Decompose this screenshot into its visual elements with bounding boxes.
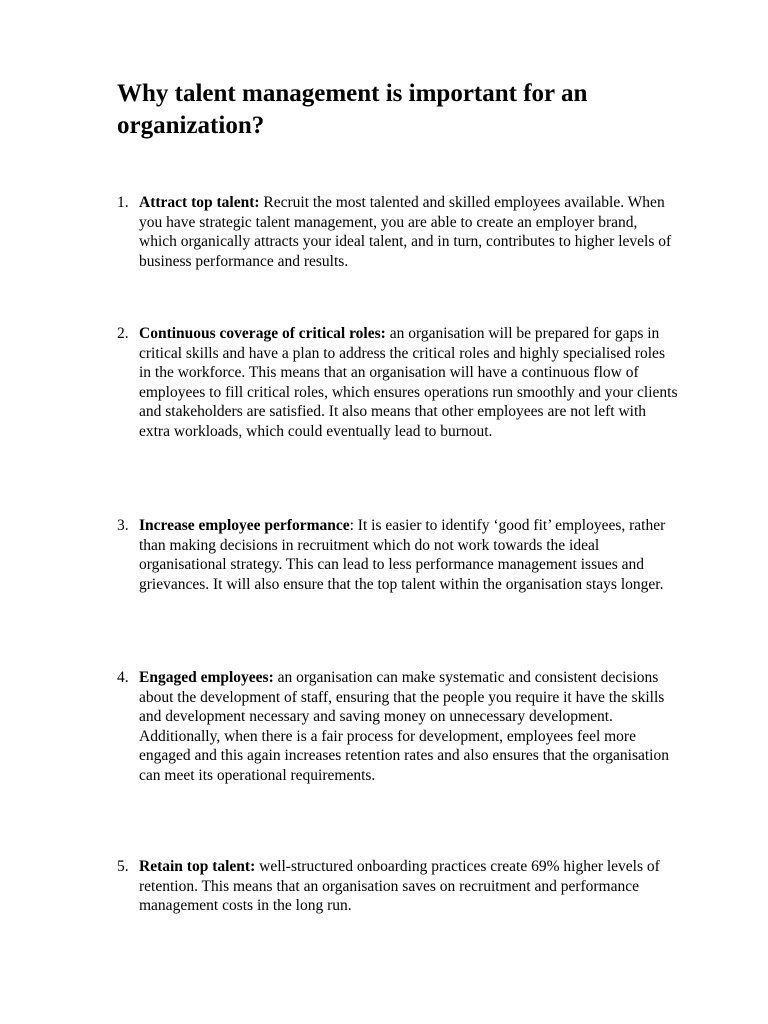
list-item-heading: Continuous coverage of critical roles: bbox=[139, 325, 386, 342]
list-item-number: 4. bbox=[117, 669, 129, 686]
list-item-body bbox=[139, 857, 679, 916]
list-item-text: well-structured onboarding practices create 69% higher levels of retention. This means that an organisation saves on recruitment and performance management costs in the long run. bbox=[139, 858, 660, 915]
list-item-heading: Increase employee performance bbox=[139, 517, 350, 534]
list-item-body bbox=[139, 193, 679, 271]
list-item-text: : It is easier to identify ‘good fit’ employees, rather than making decisions in recruitment which do not work towards the ideal organisational strategy. This can lead to less performance management issues and grievances. It will also ensure that the top talent within the organisation stays longer. bbox=[139, 517, 666, 593]
document-title: Why talent management is important for an organization? bbox=[117, 80, 588, 139]
list-item-text: an organisation can make systematic and consistent decisions about the development of staff, ensuring that the people you require it have the skills and development necessary and saving money on unnecessary development. Additionally, when there is a fair process for development, employees feel more engaged and this again increases retention rates and also ensures that the organisation can meet its operational requirements. bbox=[139, 669, 669, 784]
list-item-body bbox=[139, 668, 679, 786]
list-item-heading: Engaged employees: bbox=[139, 669, 274, 686]
list-item-heading: Attract top talent: bbox=[139, 194, 260, 211]
list-item-text: an organisation will be prepared for gaps in critical skills and have a plan to address the critical roles and highly specialised roles in the workforce. This means that an organisation will have a continuous flow of employees to fill critical roles, which ensures operations run smoothly and your clients and stakeholders are satisfied. It also means that other employees are not left with extra workloads, which could eventually lead to burnout. bbox=[139, 325, 678, 440]
list-item-number: 1. bbox=[117, 194, 129, 211]
list-item-heading: Retain top talent: bbox=[139, 858, 256, 875]
list-item-text: Recruit the most talented and skilled employees available. When you have strategic talent management, you are able to create an employer brand, which organically attracts your ideal talent, and in turn, contributes to higher levels of business performance and results. bbox=[139, 194, 672, 270]
list-item-number: 5. bbox=[117, 858, 129, 875]
list-item-body bbox=[139, 516, 679, 594]
list-item-number: 3. bbox=[117, 517, 129, 534]
list-item-body bbox=[139, 324, 679, 442]
list-item-number: 2. bbox=[117, 325, 129, 342]
